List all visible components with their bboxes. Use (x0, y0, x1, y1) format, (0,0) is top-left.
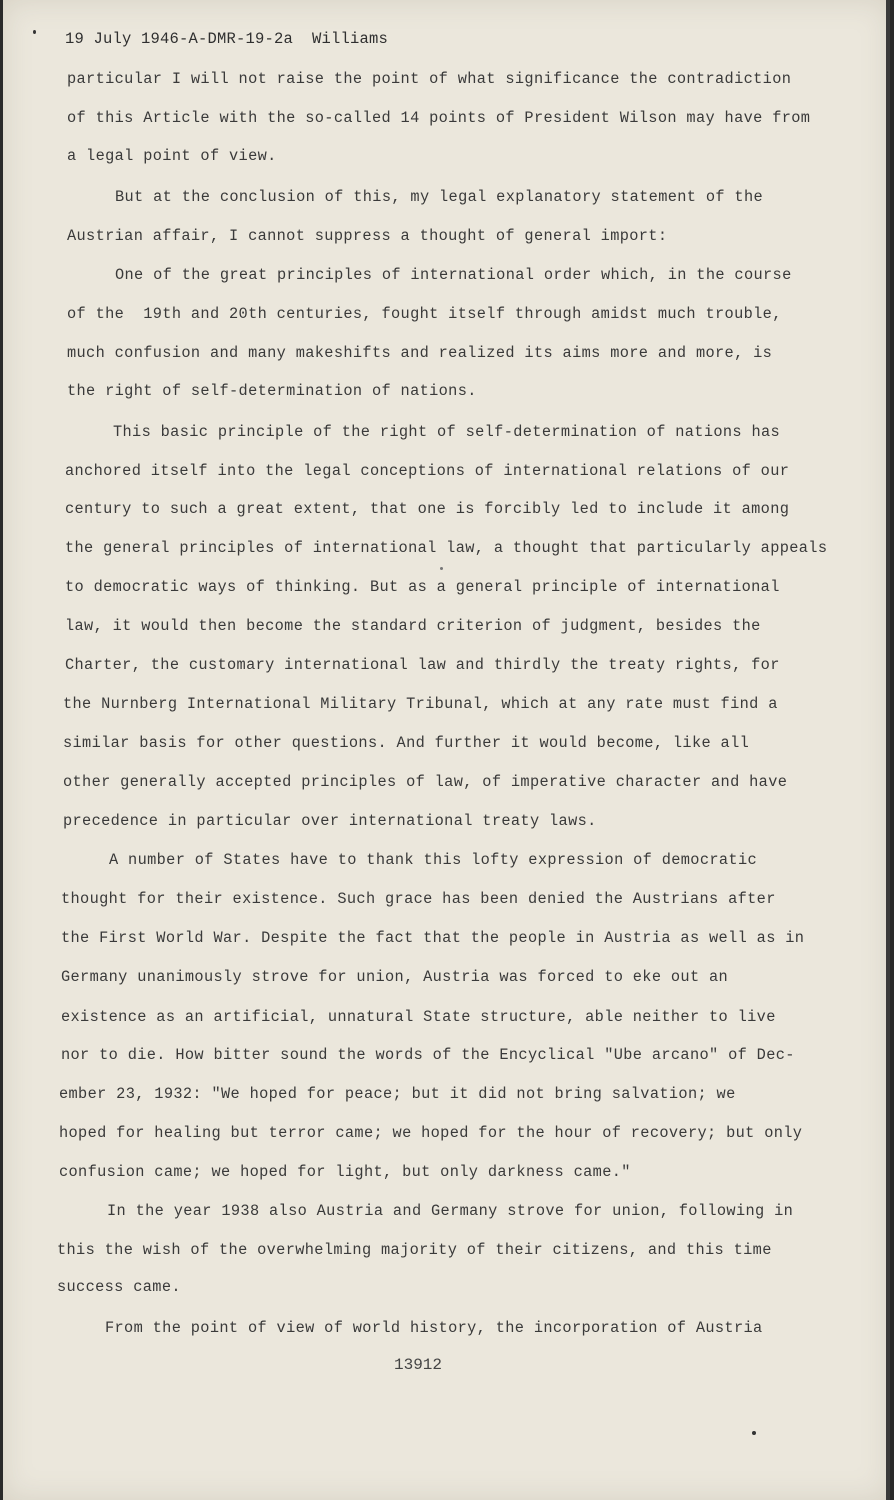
text-line: success came. (57, 1278, 181, 1296)
text-line: of this Article with the so-called 14 points of President Wilson may have from (67, 109, 811, 127)
text-line: hoped for healing but terror came; we hoped for the hour of recovery; but only (59, 1124, 803, 1142)
text-line: particular I will not raise the point of what significance the contradiction (67, 70, 792, 88)
text-line: From the point of view of world history, the incorporation of Austria (105, 1319, 763, 1337)
text-line: In the year 1938 also Austria and Germany strove for union, following in (107, 1202, 794, 1220)
text-line: the Nurnberg International Military Tribunal, which at any rate must find a (63, 695, 778, 713)
document-page (3, 0, 890, 1500)
text-line: existence as an artificial, unnatural State structure, able neither to live (61, 1008, 776, 1026)
punch-mark (33, 30, 36, 34)
text-line: the general principles of international law, a thought that particularly appeals (65, 539, 828, 557)
text-line: confusion came; we hoped for light, but only darkness came." (59, 1163, 631, 1181)
text-line: One of the great principles of international order which, in the course (115, 266, 792, 284)
text-line: century to such a great extent, that one is forcibly led to include it among (65, 500, 790, 518)
document-header: 19 July 1946-A-DMR-19-2a Williams (65, 30, 389, 48)
text-line: nor to die. How bitter sound the words of the Encyclical "Ube arcano" of Dec- (61, 1046, 795, 1064)
text-line: thought for their existence. Such grace has been denied the Austrians after (61, 890, 776, 908)
text-line: the First World War. Despite the fact that the people in Austria as well as in (61, 929, 805, 947)
stray-dot (440, 567, 443, 570)
text-line: ember 23, 1932: "We hoped for peace; but it did not bring salvation; we (59, 1085, 736, 1103)
page-edge (886, 0, 890, 1500)
text-line: to democratic ways of thinking. But as a general principle of international (65, 578, 780, 596)
text-line: Austrian affair, I cannot suppress a thought of general import: (67, 227, 668, 245)
text-line: the right of self-determination of nations. (67, 382, 477, 400)
text-line: precedence in particular over international treaty laws. (63, 812, 597, 830)
text-line: law, it would then become the standard criterion of judgment, besides the (65, 617, 761, 635)
text-line: much confusion and many makeshifts and realized its aims more and more, is (67, 344, 773, 362)
text-line: similar basis for other questions. And further it would become, like all (63, 734, 750, 752)
text-line: This basic principle of the right of self-determination of nations has (113, 423, 781, 441)
text-line: Charter, the customary international law and thirdly the treaty rights, for (65, 656, 780, 674)
text-line: Germany unanimously strove for union, Austria was forced to eke out an (61, 968, 729, 986)
text-line: anchored itself into the legal conceptions of international relations of our (65, 462, 790, 480)
text-line: a legal point of view. (67, 147, 277, 165)
text-line: A number of States have to thank this lofty expression of democratic (109, 851, 758, 869)
stray-dot (752, 1431, 756, 1435)
text-line: of the 19th and 20th centuries, fought itself through amidst much trouble, (67, 305, 782, 323)
text-line: this the wish of the overwhelming majority of their citizens, and this time (57, 1241, 772, 1259)
page-number: 13912 (394, 1356, 443, 1374)
text-line: But at the conclusion of this, my legal explanatory statement of the (115, 188, 764, 206)
text-line: other generally accepted principles of law, of imperative character and have (63, 773, 788, 791)
